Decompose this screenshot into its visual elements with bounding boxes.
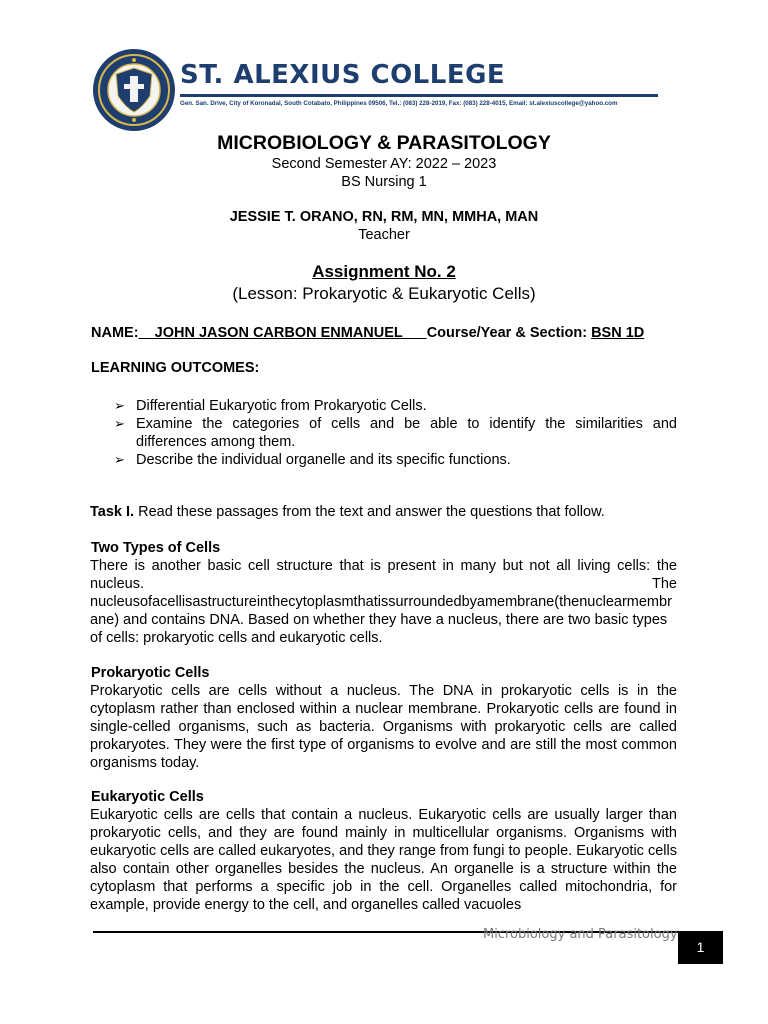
list-item: ➢ Differential Eukaryotic from Prokaryotic Cells. — [114, 398, 427, 414]
college-address: Gen. San. Drive, City of Koronadal, South Cotabato, Philippines 09506, Tel.: (083) 228-2019, Fax: (083) 228-4015, Email: st.alexiuscollege@yahoo.com — [180, 100, 618, 107]
semester: Second Semester AY: 2022 – 2023 — [271, 156, 497, 172]
student-name: JOHN JASON CARBON ENMANUEL — [138, 325, 427, 341]
arrow-bullet-icon: ➢ — [114, 398, 125, 413]
arrow-bullet-icon: ➢ — [114, 416, 125, 431]
teacher-name: JESSIE T. ORANO, RN, RM, MN, MMHA, MAN — [229, 209, 539, 225]
page-number: 1 — [678, 931, 723, 964]
prokaryotic-paragraph: Prokaryotic cells are cells without a nucleus. The DNA in prokaryotic cells is in the cytoplasm rather than enclosed within a nuclear membrane. Prokaryotic cells are found in single-celled organisms, such as bacteria. Organisms with prokaryotic cells are called prokaryotes. They were the first type of organisms to evolve and are still the most common organisms today. — [90, 683, 677, 771]
student-info-line — [91, 325, 644, 341]
eukaryotic-heading: Eukaryotic Cells — [91, 789, 204, 805]
prokaryotic-heading: Prokaryotic Cells — [91, 665, 210, 681]
assignment-title: Assignment No. 2 — [312, 262, 456, 281]
two-types-paragraph: There is another basic cell structure that is present in many but not all living cells: the nucleus. The nucleusofacellisastructureinthecytoplasmthatissurroundedbyamembrane(thenuclearmembrane) and contains DNA. Based on whether they have a nucleus, there are two basic types of cells: prokaryotic cells and eukaryotic cells. — [90, 558, 677, 646]
footer-text: Microbiology and Parasitology — [483, 927, 678, 942]
college-name: ST. ALEXIUS COLLEGE — [180, 60, 506, 90]
college-seal-icon — [92, 48, 176, 132]
section-value: BSN 1D — [591, 325, 645, 341]
name-label: NAME: — [91, 325, 139, 341]
learning-outcomes-list — [114, 397, 677, 469]
list-item: ➢ Describe the individual organelle and its specific functions. — [114, 452, 511, 468]
learning-outcomes-heading: LEARNING OUTCOMES: — [91, 360, 260, 376]
eukaryotic-paragraph: Eukaryotic cells are cells that contain a nucleus. Eukaryotic cells are usually larger than prokaryotic cells, and they are found mainly in multicellular organisms. Organisms with eukaryotic cells are called eukaryotes, and they range from fungi to people. Eukaryotic cells also contain other organelles besides the nucleus. An organelle is a structure within the cytoplasm that performs a specific job in the cell. Organelles called mitochondria, for example, provide energy to the cell, and organelles called vacuoles — [90, 807, 677, 913]
task-instruction: Task I. Read these passages from the text and answer the questions that follow. — [90, 504, 605, 520]
program: BS Nursing 1 — [341, 174, 427, 190]
task-label: Task I. — [90, 504, 135, 520]
teacher-role: Teacher — [358, 227, 410, 243]
course-title: MICROBIOLOGY & PARASITOLOGY — [217, 132, 551, 154]
list-item: ➢ Examine the categories of cells and be able to identify the similarities and differences among them. — [114, 416, 677, 450]
letterhead — [92, 46, 658, 130]
arrow-bullet-icon: ➢ — [114, 452, 125, 467]
two-types-heading: Two Types of Cells — [91, 540, 221, 556]
lesson-title: (Lesson: Prokaryotic & Eukaryotic Cells) — [232, 284, 536, 303]
section-label: Course/Year & Section: — [426, 325, 592, 341]
header-divider — [180, 94, 658, 97]
